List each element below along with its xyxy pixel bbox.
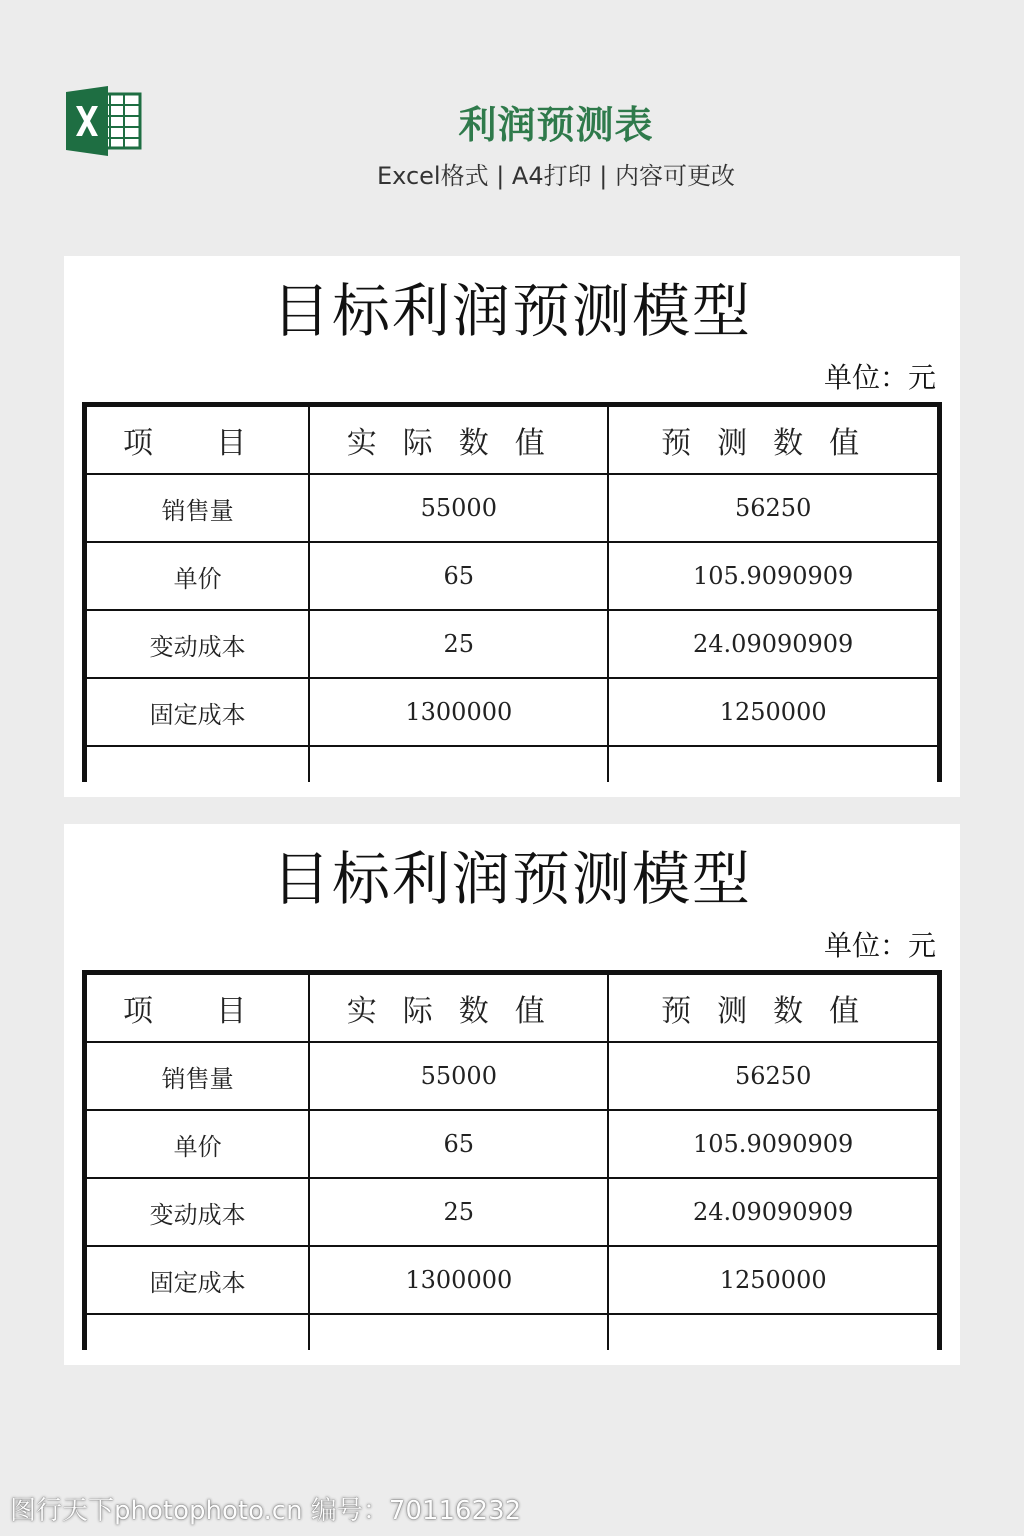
table-row <box>85 1178 940 1246</box>
table-cell: 固定成本 <box>85 678 310 746</box>
table-cell: 25 <box>309 1178 608 1246</box>
table-cell: 1250000 <box>608 678 939 746</box>
page-subtitle: Excel格式 | A4打印 | 内容可更改 <box>377 162 735 190</box>
table-cell: 105.9090909 <box>608 542 939 610</box>
table-cell: 55000 <box>309 1042 608 1110</box>
table-row <box>85 1042 940 1110</box>
table-wrap <box>82 402 942 782</box>
table-cell: 55000 <box>309 474 608 542</box>
table-cell: 单价 <box>85 1110 310 1178</box>
unit-label: 单位：元 <box>823 361 936 394</box>
sheet-preview-1 <box>64 256 960 797</box>
table-cell: 销售量 <box>85 474 310 542</box>
table-cell: 变动成本 <box>85 1178 310 1246</box>
table-row <box>85 542 940 610</box>
table-row-truncated <box>85 1314 940 1350</box>
table-cell: 单价 <box>85 542 310 610</box>
table-cell: 1250000 <box>608 1246 939 1314</box>
table-cell: 销售量 <box>85 1042 310 1110</box>
table-header-row <box>85 973 940 1043</box>
table-row <box>85 678 940 746</box>
page-title: 利润预测表 <box>458 103 654 147</box>
unit-label: 单位：元 <box>823 929 936 962</box>
table-cell: 105.9090909 <box>608 1110 939 1178</box>
table-cell: 24.09090909 <box>608 610 939 678</box>
profit-table <box>82 402 942 782</box>
table-header-row <box>85 405 940 475</box>
page-header <box>0 0 1024 220</box>
sheet-title: 目标利润预测模型 <box>271 277 752 345</box>
sheet-title: 目标利润预测模型 <box>271 845 752 913</box>
table-cell: 56250 <box>608 1042 939 1110</box>
table-cell: 24.09090909 <box>608 1178 939 1246</box>
column-header: 预测数值 <box>608 405 939 475</box>
sheet-preview-2 <box>64 824 960 1365</box>
table-row-truncated <box>85 746 940 782</box>
column-header: 实际数值 <box>309 405 608 475</box>
column-header: 项目 <box>85 973 310 1043</box>
table-cell: 25 <box>309 610 608 678</box>
table-row <box>85 1110 940 1178</box>
table-cell: 1300000 <box>309 1246 608 1314</box>
table-cell: 56250 <box>608 474 939 542</box>
table-row <box>85 1246 940 1314</box>
table-row <box>85 610 940 678</box>
table-row <box>85 474 940 542</box>
table-cell: 变动成本 <box>85 610 310 678</box>
table-cell: 65 <box>309 1110 608 1178</box>
table-cell: 固定成本 <box>85 1246 310 1314</box>
table-cell: 65 <box>309 542 608 610</box>
column-header: 预测数值 <box>608 973 939 1043</box>
watermark: 图行天下photophoto.cn 编号：70116232 <box>10 1496 522 1526</box>
table-cell: 1300000 <box>309 678 608 746</box>
table-wrap <box>82 970 942 1350</box>
column-header: 项目 <box>85 405 310 475</box>
profit-table <box>82 970 942 1350</box>
column-header: 实际数值 <box>309 973 608 1043</box>
